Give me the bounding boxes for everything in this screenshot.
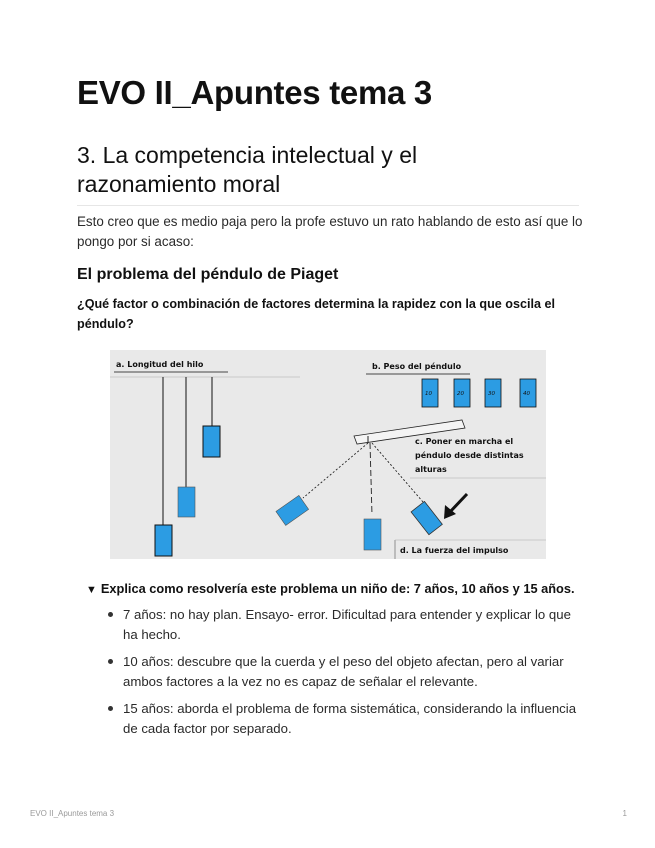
figure-label-c-line2: péndulo desde distintas bbox=[415, 451, 524, 460]
figure-label-b: b. Peso del péndulo bbox=[372, 362, 462, 371]
swing-bob-right bbox=[411, 501, 442, 534]
figure-label-d: d. La fuerza del impulso bbox=[400, 546, 509, 555]
weight-label-20: 20 bbox=[457, 391, 464, 397]
list-item bbox=[106, 699, 586, 738]
weight-label-30: 30 bbox=[488, 391, 495, 397]
pendulum-bob-short bbox=[203, 426, 220, 457]
page-title: EVO II_Apuntes tema 3 bbox=[77, 74, 432, 111]
bullet-icon bbox=[108, 659, 113, 664]
toggle-label: Explica como resolvería este problema un niño de: 7 años, 10 años y 15 años. bbox=[100, 581, 575, 596]
figure-label-c-line1: c. Poner en marcha el bbox=[415, 437, 514, 446]
swing-bob-center bbox=[364, 519, 381, 550]
footer-doc-name: EVO II_Apuntes tema 3 bbox=[30, 809, 115, 818]
figure-label-c-line3: alturas bbox=[415, 465, 447, 474]
question-text: ¿Qué factor o combinación de factores determina la rapidez con la que oscila el péndulo? bbox=[77, 297, 555, 331]
pendulum-illustration bbox=[110, 350, 546, 559]
intro-paragraph: Esto creo que es medio paja pero la profe estuvo un rato hablando de esto así que lo pongo por si acaso: bbox=[77, 214, 583, 249]
figure-label-a: a. Longitud del hilo bbox=[116, 360, 204, 369]
weight-label-10: 10 bbox=[425, 391, 432, 397]
list-item bbox=[106, 652, 586, 691]
section-title: 3. La competencia intelectual y el razonamiento moral bbox=[77, 142, 418, 197]
pendulum-figure bbox=[110, 350, 546, 559]
list-item-text: 15 años: aborda el problema de forma sistemática, considerando la influencia de cada factor por separado. bbox=[123, 701, 577, 736]
divider bbox=[77, 205, 579, 206]
subsection-title: El problema del péndulo de Piaget bbox=[77, 266, 339, 283]
list-item-text: 10 años: descubre que la cuerda y el peso del objeto afectan, pero al variar ambos factores a la vez no es capaz de señalar el relevante. bbox=[123, 654, 564, 689]
list-item-text: 7 años: no hay plan. Ensayo- error. Dificultad para entender y explicar lo que ha hecho. bbox=[123, 607, 571, 642]
triangle-down-icon[interactable]: ▼ bbox=[86, 584, 97, 596]
list-item bbox=[106, 605, 586, 644]
toggle-block[interactable] bbox=[86, 581, 606, 596]
answer-list bbox=[106, 605, 586, 746]
swing-bob-left bbox=[276, 495, 309, 525]
bullet-icon bbox=[108, 706, 113, 711]
push-arrow bbox=[449, 494, 467, 513]
pendulum-bob-long bbox=[155, 525, 172, 556]
pendulum-bob-medium bbox=[178, 487, 195, 517]
weight-label-40: 40 bbox=[523, 391, 530, 397]
footer-page-number: 1 bbox=[622, 809, 627, 818]
bullet-icon bbox=[108, 612, 113, 617]
